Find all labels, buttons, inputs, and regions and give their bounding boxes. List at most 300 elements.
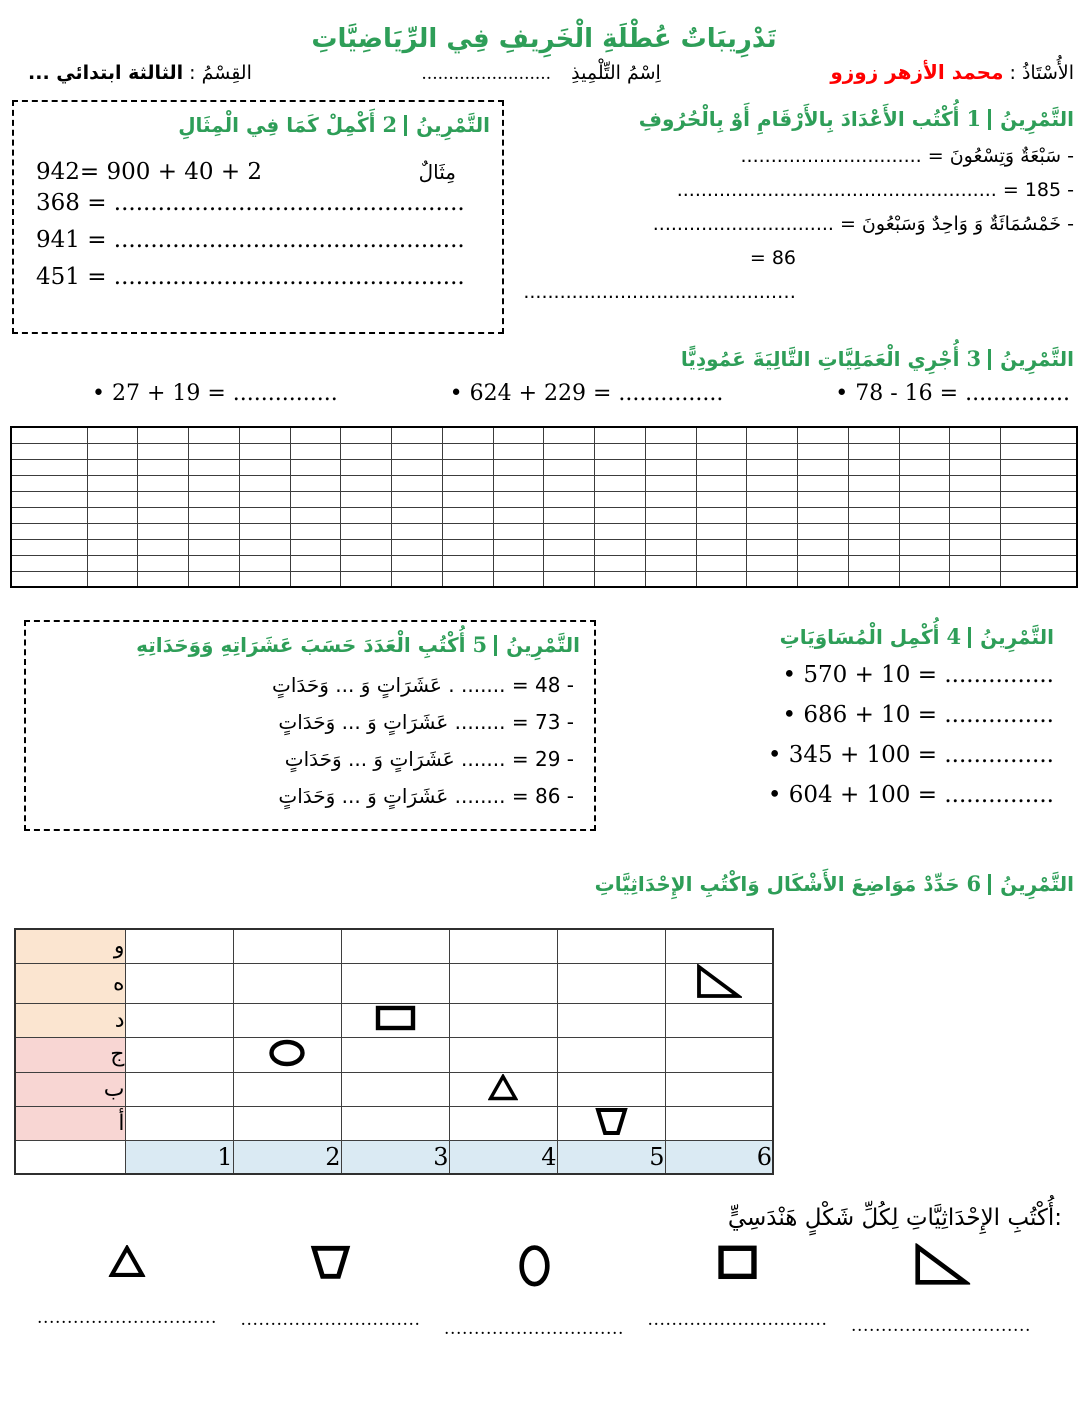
- exercise2-item: 451 = ................................................: [36, 264, 465, 290]
- practice-grid-cell[interactable]: [11, 491, 87, 507]
- coordinate-cell[interactable]: [125, 1072, 233, 1106]
- practice-grid-cell[interactable]: [341, 443, 392, 459]
- coordinate-cell[interactable]: [449, 929, 557, 963]
- exercise1-items: [504, 139, 1074, 309]
- practice-grid-cell[interactable]: [138, 523, 189, 539]
- practice-grid-cell[interactable]: [899, 523, 950, 539]
- practice-grid-cell[interactable]: [392, 491, 443, 507]
- practice-grid-cell[interactable]: [341, 427, 392, 443]
- practice-grid-cell[interactable]: [950, 443, 1001, 459]
- practice-grid-cell[interactable]: [493, 475, 544, 491]
- coordinate-column-label: 1: [125, 1140, 233, 1174]
- practice-grid-cell[interactable]: [899, 459, 950, 475]
- practice-grid-cell[interactable]: [392, 507, 443, 523]
- oval-shape-icon: [267, 1038, 307, 1068]
- practice-grid-cell[interactable]: [696, 475, 747, 491]
- practice-grid-cell[interactable]: [493, 443, 544, 459]
- practice-grid-cell[interactable]: [138, 443, 189, 459]
- coordinate-cell[interactable]: [557, 1037, 665, 1072]
- practice-grid-cell[interactable]: [341, 475, 392, 491]
- practice-grid-cell[interactable]: [950, 507, 1001, 523]
- coordinate-cell[interactable]: [125, 1037, 233, 1072]
- practice-grid-cell[interactable]: [899, 555, 950, 571]
- practice-grid-cell[interactable]: [950, 539, 1001, 555]
- practice-grid-cell[interactable]: [392, 555, 443, 571]
- practice-grid-cell[interactable]: [595, 555, 646, 571]
- practice-grid-cell[interactable]: [950, 475, 1001, 491]
- practice-grid-cell[interactable]: [798, 459, 849, 475]
- exercise5-item: - 73 = ........ عَشَرَاتٍ وَ ... وَحَدَاتٍ: [278, 710, 574, 734]
- coordinate-cell[interactable]: [233, 1003, 341, 1037]
- practice-grid-cell[interactable]: [950, 523, 1001, 539]
- practice-grid-cell[interactable]: [950, 427, 1001, 443]
- coordinate-cell[interactable]: [233, 1072, 341, 1106]
- practice-grid-cell[interactable]: [1001, 475, 1077, 491]
- practice-grid-cell[interactable]: [645, 491, 696, 507]
- student-name-label: اِسْمُ التِّلْمِيذِ: [571, 62, 661, 84]
- exercise3-operation: • 78 - 16 = ...............: [835, 381, 1070, 406]
- exercise2-box: [12, 100, 504, 334]
- practice-grid-cell[interactable]: [848, 491, 899, 507]
- practice-grid-cell[interactable]: [645, 555, 696, 571]
- practice-grid-cell[interactable]: [1001, 555, 1077, 571]
- practice-grid-cell[interactable]: [848, 475, 899, 491]
- practice-grid-cell[interactable]: [950, 491, 1001, 507]
- practice-grid-cell[interactable]: [493, 507, 544, 523]
- practice-grid-cell[interactable]: [747, 491, 798, 507]
- practice-grid-table: [10, 426, 1078, 588]
- practice-grid-cell[interactable]: [239, 443, 290, 459]
- practice-grid-cell[interactable]: [442, 475, 493, 491]
- exercise4-items: [596, 655, 1054, 815]
- practice-grid-cell[interactable]: [239, 555, 290, 571]
- practice-grid-cell[interactable]: [493, 491, 544, 507]
- coordinate-cell[interactable]: [665, 1072, 773, 1106]
- exercise1-block: [504, 100, 1088, 309]
- practice-grid-cell[interactable]: [87, 523, 138, 539]
- practice-grid-cell[interactable]: [595, 475, 646, 491]
- practice-grid-cell[interactable]: [696, 443, 747, 459]
- practice-grid-cell[interactable]: [341, 555, 392, 571]
- practice-grid-cell[interactable]: [189, 443, 240, 459]
- practice-grid-cell[interactable]: [747, 427, 798, 443]
- practice-grid-cell[interactable]: [493, 555, 544, 571]
- coordinate-cell[interactable]: [557, 929, 665, 963]
- practice-grid-cell[interactable]: [1001, 427, 1077, 443]
- practice-grid-cell[interactable]: [595, 539, 646, 555]
- practice-grid-cell[interactable]: [239, 539, 290, 555]
- practice-grid-cell[interactable]: [544, 555, 595, 571]
- practice-grid-cell[interactable]: [1001, 571, 1077, 587]
- practice-grid-cell[interactable]: [189, 427, 240, 443]
- practice-grid-cell[interactable]: [747, 475, 798, 491]
- practice-grid-cell[interactable]: [645, 427, 696, 443]
- practice-grid-cell[interactable]: [239, 523, 290, 539]
- exercise3-number: 3: [966, 346, 982, 371]
- practice-grid-cell[interactable]: [848, 555, 899, 571]
- practice-grid-cell[interactable]: [645, 443, 696, 459]
- practice-grid-cell[interactable]: [747, 523, 798, 539]
- coordinate-cell[interactable]: [233, 929, 341, 963]
- coordinate-cell[interactable]: [449, 963, 557, 1003]
- trapezoid-shape-icon: [595, 1107, 628, 1136]
- practice-grid-cell[interactable]: [848, 507, 899, 523]
- coordinate-cell[interactable]: [665, 1037, 773, 1072]
- triangle-shape-icon: [488, 1074, 518, 1101]
- separator-bar-icon: [494, 635, 497, 656]
- answer-blank[interactable]: ..............................: [36, 1308, 218, 1328]
- practice-grid-cell[interactable]: [11, 443, 87, 459]
- practice-grid-cell[interactable]: [341, 491, 392, 507]
- practice-grid-cell[interactable]: [595, 571, 646, 587]
- practice-grid-cell[interactable]: [87, 459, 138, 475]
- practice-grid-cell[interactable]: [239, 507, 290, 523]
- exercise3-heading: [0, 346, 1074, 371]
- answer-shape: [310, 1245, 350, 1280]
- practice-grid-cell[interactable]: [493, 427, 544, 443]
- answer-shape: [717, 1245, 757, 1280]
- practice-grid-cell[interactable]: [341, 523, 392, 539]
- practice-grid-cell[interactable]: [290, 571, 341, 587]
- exercise5-items: [38, 667, 580, 815]
- practice-grid-cell[interactable]: [11, 475, 87, 491]
- practice-grid-cell[interactable]: [645, 539, 696, 555]
- practice-grid-cell[interactable]: [189, 571, 240, 587]
- exercise5-title: أُكْتُبِ الْعَدَدَ حَسَبَ عَشَرَاتِهِ وَوَحَدَاتِهِ: [136, 633, 466, 657]
- practice-grid-cell[interactable]: [392, 539, 443, 555]
- practice-grid-cell[interactable]: [442, 491, 493, 507]
- practice-grid-cell[interactable]: [899, 539, 950, 555]
- practice-grid-cell[interactable]: [696, 523, 747, 539]
- exercise2-number: 2: [382, 112, 398, 137]
- practice-grid-cell[interactable]: [392, 571, 443, 587]
- practice-grid-cell[interactable]: [696, 459, 747, 475]
- practice-grid-cell[interactable]: [798, 539, 849, 555]
- practice-grid-cell[interactable]: [798, 555, 849, 571]
- practice-grid-cell[interactable]: [392, 427, 443, 443]
- exercise5-number: 5: [472, 632, 488, 657]
- practice-grid-cell[interactable]: [493, 571, 544, 587]
- practice-grid-cell[interactable]: [11, 571, 87, 587]
- practice-grid-cell[interactable]: [138, 475, 189, 491]
- coordinate-cell[interactable]: [341, 963, 449, 1003]
- practice-grid-cell[interactable]: [392, 523, 443, 539]
- practice-grid-cell[interactable]: [189, 507, 240, 523]
- practice-grid-cell[interactable]: [442, 427, 493, 443]
- practice-grid-cell[interactable]: [544, 523, 595, 539]
- practice-grid-cell[interactable]: [11, 507, 87, 523]
- answer-blank[interactable]: ..............................: [443, 1319, 625, 1339]
- teacher-label: الأُسْتَاذُ :: [1009, 62, 1074, 84]
- practice-grid-cell[interactable]: [798, 427, 849, 443]
- practice-grid-cell[interactable]: [442, 523, 493, 539]
- coordinate-cell[interactable]: [125, 1106, 233, 1140]
- practice-grid-cell[interactable]: [1001, 443, 1077, 459]
- practice-grid-cell[interactable]: [442, 459, 493, 475]
- practice-grid-cell[interactable]: [899, 571, 950, 587]
- practice-grid-cell[interactable]: [747, 459, 798, 475]
- coordinate-cell[interactable]: [449, 1037, 557, 1072]
- practice-grid-cell[interactable]: [11, 459, 87, 475]
- practice-grid-cell[interactable]: [544, 571, 595, 587]
- practice-grid-cell[interactable]: [189, 555, 240, 571]
- practice-grid-cell[interactable]: [138, 507, 189, 523]
- coordinate-grid-table: [14, 928, 774, 1175]
- practice-grid-cell[interactable]: [239, 571, 290, 587]
- practice-grid-cell[interactable]: [595, 459, 646, 475]
- exercise4-title: أُكْمِل الْمُسَاوَيَاتِ: [779, 625, 940, 649]
- practice-grid-cell[interactable]: [493, 459, 544, 475]
- practice-grid-cell[interactable]: [1001, 459, 1077, 475]
- exercise5-label: التَّمْرِينُ: [506, 633, 580, 657]
- practice-grid-cell[interactable]: [544, 475, 595, 491]
- practice-grid-cell[interactable]: [747, 443, 798, 459]
- practice-grid-cell[interactable]: [189, 475, 240, 491]
- practice-grid-cell[interactable]: [290, 523, 341, 539]
- practice-grid-cell[interactable]: [290, 507, 341, 523]
- practice-grid-cell[interactable]: [442, 555, 493, 571]
- practice-grid-cell[interactable]: [899, 427, 950, 443]
- practice-grid-cell[interactable]: [138, 427, 189, 443]
- practice-grid-cell[interactable]: [442, 571, 493, 587]
- separator-bar-icon: [988, 874, 991, 895]
- practice-grid-cell[interactable]: [189, 491, 240, 507]
- practice-grid-cell[interactable]: [239, 427, 290, 443]
- practice-grid-cell[interactable]: [645, 475, 696, 491]
- practice-grid-cell[interactable]: [290, 459, 341, 475]
- practice-grid-cell[interactable]: [544, 507, 595, 523]
- practice-grid-cell[interactable]: [87, 475, 138, 491]
- answer-blank[interactable]: ..............................: [850, 1316, 1032, 1336]
- practice-grid-cell[interactable]: [595, 523, 646, 539]
- practice-grid-cell[interactable]: [189, 459, 240, 475]
- practice-grid-cell[interactable]: [239, 491, 290, 507]
- coordinate-grid-corner: [15, 1140, 125, 1174]
- practice-grid-cell[interactable]: [87, 571, 138, 587]
- info-line: [0, 54, 1088, 84]
- exercise2-item: 368 = ................................................: [36, 190, 465, 216]
- answer-item: [441, 1251, 627, 1339]
- separator-bar-icon: [404, 115, 407, 136]
- exercise4-block: [596, 620, 1088, 815]
- exercise1-item: - 185 = .....................................................: [676, 179, 1074, 201]
- practice-grid-cell[interactable]: [87, 427, 138, 443]
- coordinate-cell[interactable]: [557, 1003, 665, 1037]
- practice-grid-cell[interactable]: [595, 427, 646, 443]
- answer-blank[interactable]: ..............................: [647, 1310, 828, 1330]
- practice-grid-cell[interactable]: [138, 459, 189, 475]
- teacher-name: محمد الأزهر زوزو: [830, 60, 1004, 84]
- practice-grid-cell[interactable]: [696, 507, 747, 523]
- coordinate-cell[interactable]: [449, 1106, 557, 1140]
- practice-grid-cell[interactable]: [595, 443, 646, 459]
- coordinate-cell[interactable]: [125, 1003, 233, 1037]
- practice-grid-cell[interactable]: [1001, 523, 1077, 539]
- practice-grid-cell[interactable]: [950, 555, 1001, 571]
- practice-grid-cell[interactable]: [899, 507, 950, 523]
- exercise2-title: أَكْمِلْ كَمَا فِي الْمِثَالِ: [178, 113, 376, 137]
- exercise2-heading: [28, 112, 490, 137]
- coordinate-row-label: د: [15, 1003, 125, 1037]
- practice-grid-cell[interactable]: [392, 475, 443, 491]
- practice-grid-cell[interactable]: [189, 523, 240, 539]
- coordinate-cell[interactable]: [449, 1003, 557, 1037]
- practice-grid-cell[interactable]: [747, 507, 798, 523]
- practice-grid-cell[interactable]: [1001, 491, 1077, 507]
- practice-grid-cell[interactable]: [696, 555, 747, 571]
- coordinate-cell[interactable]: [557, 1106, 665, 1140]
- coordinate-cell[interactable]: [665, 963, 773, 1003]
- practice-grid-cell[interactable]: [11, 523, 87, 539]
- practice-grid-cell[interactable]: [595, 507, 646, 523]
- coordinate-cell[interactable]: [341, 1037, 449, 1072]
- practice-grid-cell[interactable]: [747, 539, 798, 555]
- practice-grid-cell[interactable]: [290, 427, 341, 443]
- practice-grid-cell[interactable]: [798, 507, 849, 523]
- coordinate-cell[interactable]: [665, 1003, 773, 1037]
- coordinate-cell[interactable]: [125, 929, 233, 963]
- practice-grid-cell[interactable]: [747, 571, 798, 587]
- practice-grid-cell[interactable]: [645, 507, 696, 523]
- practice-grid-cell[interactable]: [290, 475, 341, 491]
- practice-grid-cell[interactable]: [899, 491, 950, 507]
- exercise-1-2-row: [0, 100, 1088, 334]
- exercise4-item: • 345 + 100 = ...............: [767, 742, 1054, 768]
- practice-grid-cell[interactable]: [87, 555, 138, 571]
- teacher-field: [830, 60, 1074, 84]
- practice-grid-cell[interactable]: [645, 459, 696, 475]
- practice-grid-cell[interactable]: [87, 491, 138, 507]
- practice-grid-cell[interactable]: [595, 491, 646, 507]
- practice-grid-cell[interactable]: [798, 475, 849, 491]
- practice-grid-cell[interactable]: [696, 427, 747, 443]
- coordinate-cell[interactable]: [665, 1106, 773, 1140]
- coordinate-cell[interactable]: [341, 1106, 449, 1140]
- square-shape-icon: [717, 1245, 757, 1280]
- practice-grid-cell[interactable]: [1001, 507, 1077, 523]
- coordinate-cell[interactable]: [233, 1037, 341, 1072]
- practice-grid-cell[interactable]: [1001, 539, 1077, 555]
- practice-grid-cell[interactable]: [87, 507, 138, 523]
- practice-grid-cell[interactable]: [848, 571, 899, 587]
- practice-grid-cell[interactable]: [544, 491, 595, 507]
- practice-grid-cell[interactable]: [544, 539, 595, 555]
- coordinate-column-label: 4: [449, 1140, 557, 1174]
- student-name-field: [421, 62, 660, 84]
- practice-grid-cell[interactable]: [493, 523, 544, 539]
- practice-grid-cell[interactable]: [11, 555, 87, 571]
- practice-grid-cell[interactable]: [239, 459, 290, 475]
- practice-grid-cell[interactable]: [848, 539, 899, 555]
- practice-grid-cell[interactable]: [341, 459, 392, 475]
- exercise4-item: • 570 + 10 = ...............: [782, 662, 1054, 688]
- practice-grid-cell[interactable]: [645, 523, 696, 539]
- class-label: القِسْمُ :: [189, 62, 252, 84]
- practice-grid-cell[interactable]: [696, 539, 747, 555]
- practice-grid-cell[interactable]: [138, 555, 189, 571]
- practice-grid-cell[interactable]: [798, 491, 849, 507]
- coordinate-cell[interactable]: [125, 963, 233, 1003]
- practice-grid-cell[interactable]: [442, 507, 493, 523]
- coordinate-cell[interactable]: [341, 1072, 449, 1106]
- practice-grid-cell[interactable]: [239, 475, 290, 491]
- practice-grid-cell[interactable]: [848, 459, 899, 475]
- answer-shapes-row: [34, 1251, 1034, 1339]
- practice-grid-cell[interactable]: [848, 427, 899, 443]
- practice-grid-cell[interactable]: [341, 571, 392, 587]
- practice-grid-cell[interactable]: [544, 443, 595, 459]
- practice-grid-cell[interactable]: [189, 539, 240, 555]
- practice-grid-cell[interactable]: [87, 539, 138, 555]
- practice-grid-cell[interactable]: [747, 555, 798, 571]
- coordinate-cell[interactable]: [665, 929, 773, 963]
- oval-shape-icon: [516, 1243, 551, 1289]
- practice-grid-cell[interactable]: [493, 539, 544, 555]
- coordinate-cell[interactable]: [233, 963, 341, 1003]
- practice-grid-cell[interactable]: [848, 443, 899, 459]
- practice-grid-cell[interactable]: [442, 443, 493, 459]
- coordinate-cell[interactable]: [341, 929, 449, 963]
- practice-grid-cell[interactable]: [392, 443, 443, 459]
- practice-grid-cell[interactable]: [290, 555, 341, 571]
- practice-grid-cell[interactable]: [544, 459, 595, 475]
- practice-grid-cell[interactable]: [696, 571, 747, 587]
- practice-grid-cell[interactable]: [696, 491, 747, 507]
- practice-grid-cell[interactable]: [950, 459, 1001, 475]
- practice-grid-cell[interactable]: [138, 491, 189, 507]
- exercise1-heading: [504, 106, 1074, 131]
- practice-grid-cell[interactable]: [290, 443, 341, 459]
- exercise5-item: - 48 = ....... . عَشَرَاتٍ وَ ... وَحَدَاتٍ: [272, 673, 574, 697]
- answer-shape: [912, 1243, 969, 1286]
- practice-grid-cell[interactable]: [290, 491, 341, 507]
- practice-grid-cell[interactable]: [899, 443, 950, 459]
- answer-item: [34, 1251, 220, 1339]
- practice-grid-cell[interactable]: [798, 443, 849, 459]
- exercise3-label: التَّمْرِينُ: [1000, 347, 1074, 371]
- practice-grid-cell[interactable]: [950, 571, 1001, 587]
- coordinate-cell[interactable]: [341, 1003, 449, 1037]
- answer-item: [238, 1251, 424, 1339]
- practice-grid-cell[interactable]: [645, 571, 696, 587]
- exercise1-label: التَّمْرِينُ: [1000, 107, 1074, 131]
- practice-grid-cell[interactable]: [11, 539, 87, 555]
- practice-grid-cell[interactable]: [290, 539, 341, 555]
- coordinate-cell[interactable]: [233, 1106, 341, 1140]
- coordinate-cell[interactable]: [449, 1072, 557, 1106]
- practice-grid-cell[interactable]: [341, 539, 392, 555]
- practice-grid-cell[interactable]: [392, 459, 443, 475]
- answer-item: [645, 1251, 831, 1339]
- coordinate-grid: [14, 928, 1088, 1175]
- practice-grid-cell[interactable]: [899, 475, 950, 491]
- practice-grid-cell[interactable]: [798, 523, 849, 539]
- practice-grid-cell[interactable]: [442, 539, 493, 555]
- coordinate-cell[interactable]: [557, 1072, 665, 1106]
- practice-grid-cell[interactable]: [341, 507, 392, 523]
- practice-grid-cell[interactable]: [87, 443, 138, 459]
- practice-grid-cell[interactable]: [138, 539, 189, 555]
- answer-blank[interactable]: ..............................: [240, 1310, 421, 1330]
- answer-shape: [516, 1243, 551, 1289]
- practice-grid-cell[interactable]: [798, 571, 849, 587]
- practice-grid-cell[interactable]: [11, 427, 87, 443]
- practice-grid-cell[interactable]: [544, 427, 595, 443]
- coordinate-column-label: 6: [665, 1140, 773, 1174]
- coordinate-cell[interactable]: [557, 963, 665, 1003]
- practice-grid-cell[interactable]: [138, 571, 189, 587]
- practice-grid-cell[interactable]: [848, 523, 899, 539]
